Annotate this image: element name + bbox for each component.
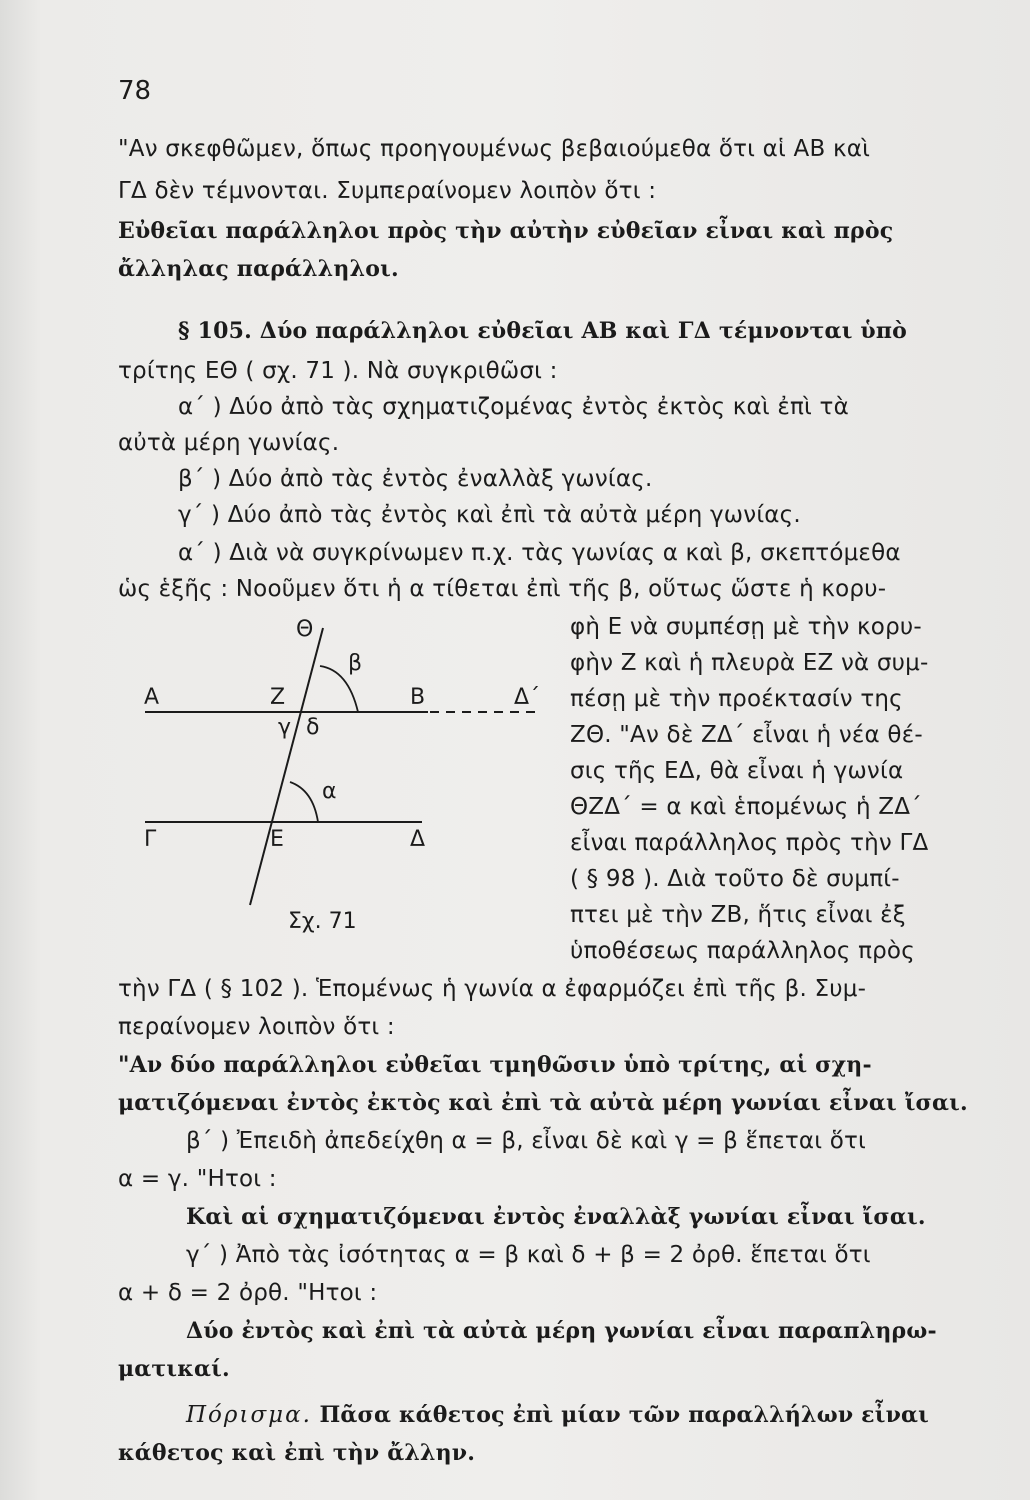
corollary-line [186, 1402, 950, 1428]
figure-caption: Σχ. 71 [288, 909, 357, 934]
text-line: ὡς ἑξῆς : Νοοῦμεν ὅτι ἡ α τίθεται ἐπὶ τῆς β, οὕτως ὥστε ἡ κορυ- [118, 576, 887, 602]
label-alpha-angle: α [322, 779, 337, 804]
label-d-prime: Δ΄ [514, 685, 541, 710]
theorem-line: ματικαί. [118, 1356, 230, 1382]
section-title: § 105. Δύο παράλληλοι εὐθεῖαι ΑΒ καὶ ΓΔ τέμνονται ὑπὸ [178, 318, 908, 344]
theorem-line: ἄλληλας παράλληλοι. [118, 256, 399, 282]
theorem-line: Καὶ αἱ σχηματιζόμεναι ἐντὸς ἐναλλὰξ γωνίαι εἶναι ἴσαι. [186, 1204, 926, 1230]
label-beta: β [348, 651, 363, 676]
text-line: ( § 98 ). Διὰ τοῦτο δὲ συμπί- [570, 866, 900, 892]
theorem-line: Δύο ἐντὸς καὶ ἐπὶ τὰ αὐτὰ μέρη γωνίαι εἶναι παραπληρω- [186, 1318, 937, 1344]
text-line: φὴ Ε νὰ συμπέσῃ μὲ τὴν κορυ- [570, 614, 922, 640]
problem-item: β΄ ) Δύο ἀπὸ τὰς ἐντὸς ἐναλλὰξ γωνίας. [178, 466, 653, 492]
text-line: ΘΖΔ΄ = α καὶ ἑπομένως ἡ ΖΔ΄ [570, 794, 922, 820]
angle-alpha-arc [290, 782, 318, 822]
text-line: πτει μὲ τὴν ΖΒ, ἥτις εἶναι ἐξ [570, 902, 906, 928]
text-line: "Αν σκεφθῶμεν, ὅπως προηγουμένως βεβαιούμεθα ὅτι αἱ ΑΒ καὶ [118, 136, 871, 162]
label-b: Β [410, 685, 426, 710]
theorem-line: Εὐθεῖαι παράλληλοι πρὸς τὴν αὐτὴν εὐθεῖαν εἶναι καὶ πρὸς [118, 218, 894, 244]
text-line: τρίτης ΕΘ ( σχ. 71 ). Νὰ συγκριθῶσι : [118, 358, 558, 384]
text-line: ὑποθέσεως παράλληλος πρὸς [570, 938, 915, 964]
problem-item: γ΄ ) Δύο ἀπὸ τὰς ἐντὸς καὶ ἐπὶ τὰ αὐτὰ μέρη γωνίας. [178, 502, 801, 528]
transversal-e-theta [250, 628, 323, 905]
label-delta-angle: δ [306, 715, 320, 740]
text-line: τὴν ΓΔ ( § 102 ). Ἑπομένως ἡ γωνία α ἐφαρμόζει ἐπὶ τῆς β. Συμ- [118, 976, 867, 1002]
corollary-label: Πόρισμα. [186, 1402, 312, 1428]
text-line: ΓΔ δὲν τέμνονται. Συμπεραίνομεν λοιπὸν ὅτι : [118, 178, 657, 204]
theorem-line: κάθετος καὶ ἐπὶ τὴν ἄλλην. [118, 1440, 476, 1466]
text-line: φὴν Ζ καὶ ἡ πλευρὰ ΕΖ νὰ συμ- [570, 650, 929, 676]
label-z: Ζ [270, 685, 286, 710]
label-gamma-angle: γ [278, 715, 292, 740]
problem-item: α΄ ) Δύο ἀπὸ τὰς σχηματιζομένας ἐντὸς ἐκτὸς καὶ ἐπὶ τὰ [178, 394, 849, 420]
figure-71 [130, 600, 570, 940]
text-line: α΄ ) Διὰ νὰ συγκρίνωμεν π.χ. τὰς γωνίας α καὶ β, σκεπτόμεθα [178, 540, 901, 566]
text-line: περαίνομεν λοιπὸν ὅτι : [118, 1014, 395, 1040]
label-e: Ε [270, 827, 284, 852]
section-heading [178, 318, 950, 344]
corollary-text: Πᾶσα κάθετος ἐπὶ μίαν τῶν παραλλήλων εἶναι [319, 1402, 930, 1428]
text-line: α + δ = 2 ὀρθ. "Ητοι : [118, 1280, 378, 1306]
text-line: ΖΘ. "Αν δὲ ΖΔ΄ εἶναι ἡ νέα θέ- [570, 722, 923, 748]
label-a: Α [144, 685, 160, 710]
text-line: εἶναι παράλληλος πρὸς τὴν ΓΔ [570, 830, 929, 856]
theorem-line: "Αν δύο παράλληλοι εὐθεῖαι τμηθῶσιν ὑπὸ τρίτης, αἱ σχη- [118, 1052, 872, 1078]
text-line: σις τῆς ΕΔ, θὰ εἶναι ἡ γωνία [570, 758, 904, 784]
text-line: α = γ. "Ητοι : [118, 1166, 277, 1192]
label-delta: Δ [410, 827, 426, 852]
label-gamma: Γ [144, 827, 157, 852]
problem-item-cont: αὐτὰ μέρη γωνίας. [118, 430, 340, 456]
text-line: β΄ ) Ἐπειδὴ ἀπεδείχθη α = β, εἶναι δὲ καὶ γ = β ἕπεται ὅτι [186, 1128, 867, 1154]
label-theta: Θ [296, 617, 314, 642]
page-number: 78 [118, 76, 152, 106]
theorem-line: ματιζόμεναι ἐντὸς ἐκτὸς καὶ ἐπὶ τὰ αὐτὰ μέρη γωνίαι εἶναι ἴσαι. [118, 1090, 968, 1116]
text-line: πέσῃ μὲ τὴν προέκτασίν της [570, 686, 903, 712]
text-line: γ΄ ) Ἀπὸ τὰς ἰσότητας α = β καὶ δ + β = 2 ὀρθ. ἕπεται ὅτι [186, 1242, 871, 1268]
